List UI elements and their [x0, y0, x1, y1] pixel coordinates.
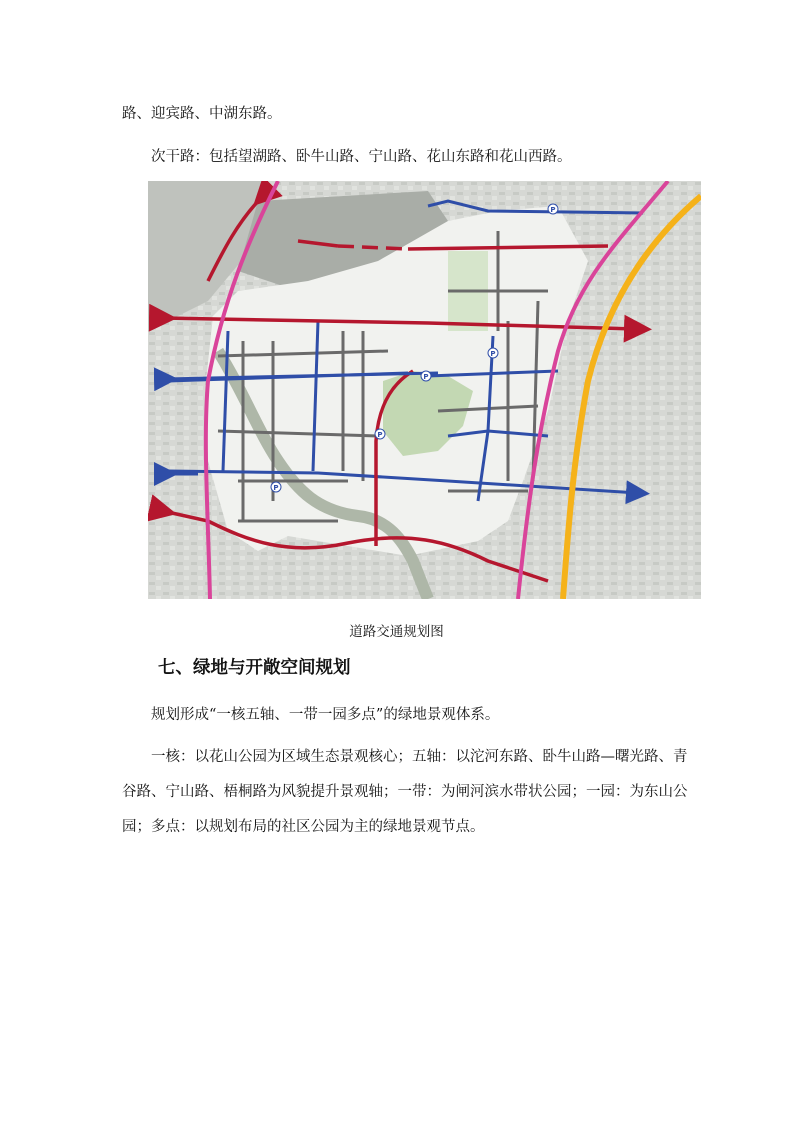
parking-marker: [375, 429, 385, 439]
svg-text:P: P: [273, 484, 279, 492]
parking-marker: [271, 482, 281, 492]
paragraph-landscape-detail: 一核：以花山公园为区域生态景观核心；五轴：以沱河东路、卧牛山路—曙光路、青谷路、宁山路、梧桐路为风貌提升景观轴；一带：为闸河滨水带状公园；一园：为东山公园；多点：以规划布局的社区公园为主的绿地景观节点。: [122, 749, 688, 835]
parking-marker: [421, 371, 431, 381]
paragraph-road-list-end: 路、迎宾路、中湖东路。: [122, 106, 282, 122]
parking-marker: [488, 348, 498, 358]
svg-text:P: P: [490, 350, 496, 358]
parking-marker: [548, 204, 558, 214]
paragraph-secondary-roads: 次干路：包括望湖路、卧牛山路、宁山路、花山东路和花山西路。: [151, 149, 572, 165]
svg-text:P: P: [377, 431, 383, 439]
paragraph-landscape-system: 规划形成“一核五轴、一带一园多点”的绿地景观体系。: [151, 707, 500, 723]
svg-text:P: P: [550, 206, 556, 214]
svg-text:P: P: [423, 373, 429, 381]
road-traffic-plan-map: [148, 181, 701, 599]
figure-caption: 道路交通规划图: [349, 624, 444, 640]
section-heading: 七、绿地与开敞空间规划: [158, 658, 351, 678]
